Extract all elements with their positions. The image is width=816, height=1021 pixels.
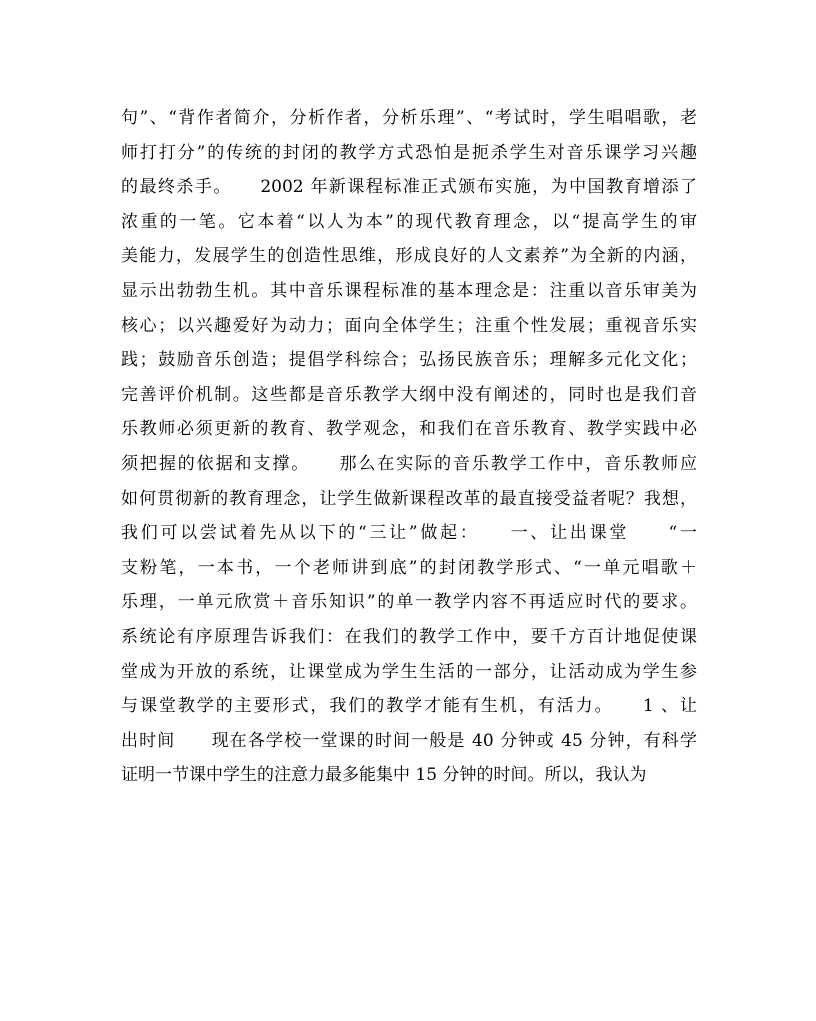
text-line: 如何贯彻新的教育理念，让学生做新课程改革的最直接受益者呢？我想， (121, 488, 697, 509)
text-line: 出时间 现在各学校一堂课的时间一般是 40 分钟或 45 分钟，有科学 (121, 730, 697, 751)
text-line: 乐理，一单元欣赏＋音乐知识”的单一教学内容不再适应时代的要求。 (121, 592, 697, 613)
text-line: 证明一节课中学生的注意力最多能集中 15 分钟的时间。所以，我认为 (121, 765, 647, 786)
text-line: 核心；以兴趣爱好为动力；面向全体学生；注重个性发展；重视音乐实 (121, 315, 697, 336)
text-line: 完善评价机制。这些都是音乐教学大纲中没有阐述的，同时也是我们音 (121, 384, 697, 405)
text-line: 乐教师必须更新的教育、教学观念，和我们在音乐教育、教学实践中必 (121, 419, 697, 440)
text-line: 支粉笔，一本书，一个老师讲到底”的封闭教学形式、“一单元唱歌＋ (121, 557, 697, 578)
text-line: 须把握的依据和支撑。 那么在实际的音乐教学工作中，音乐教师应 (121, 453, 697, 474)
text-line: 显示出勃勃生机。其中音乐课程标准的基本理念是：注重以音乐审美为 (121, 280, 697, 301)
text-line: 句”、“背作者简介，分析作者，分析乐理”、“考试时，学生唱唱歌，老 (121, 108, 697, 128)
body-text (121, 101, 697, 793)
text-line: 我们可以尝试着先从以下的“三让”做起： 一、让出课堂 “一 (121, 523, 697, 544)
text-line: 浓重的一笔。它本着“以人为本”的现代教育理念，以“提高学生的审 (121, 211, 697, 232)
text-line: 堂成为开放的系统，让课堂成为学生生活的一部分，让活动成为学生参 (121, 661, 697, 682)
text-line: 美能力，发展学生的创造性思维，形成良好的人文素养”为全新的内涵， (121, 246, 697, 267)
text-line: 践；鼓励音乐创造；提倡学科综合；弘扬民族音乐；理解多元化文化； (121, 350, 697, 371)
text-line: 师打打分”的传统的封闭的教学方式恐怕是扼杀学生对音乐课学习兴趣 (121, 142, 697, 163)
text-line: 的最终杀手。 2002 年新课程标准正式颁布实施，为中国教育增添了 (121, 177, 697, 198)
text-line: 系统论有序原理告诉我们：在我们的教学工作中，要千方百计地促使课 (121, 626, 697, 647)
text-line: 与课堂教学的主要形式，我们的教学才能有生机，有活力。 1 、让 (121, 696, 697, 717)
